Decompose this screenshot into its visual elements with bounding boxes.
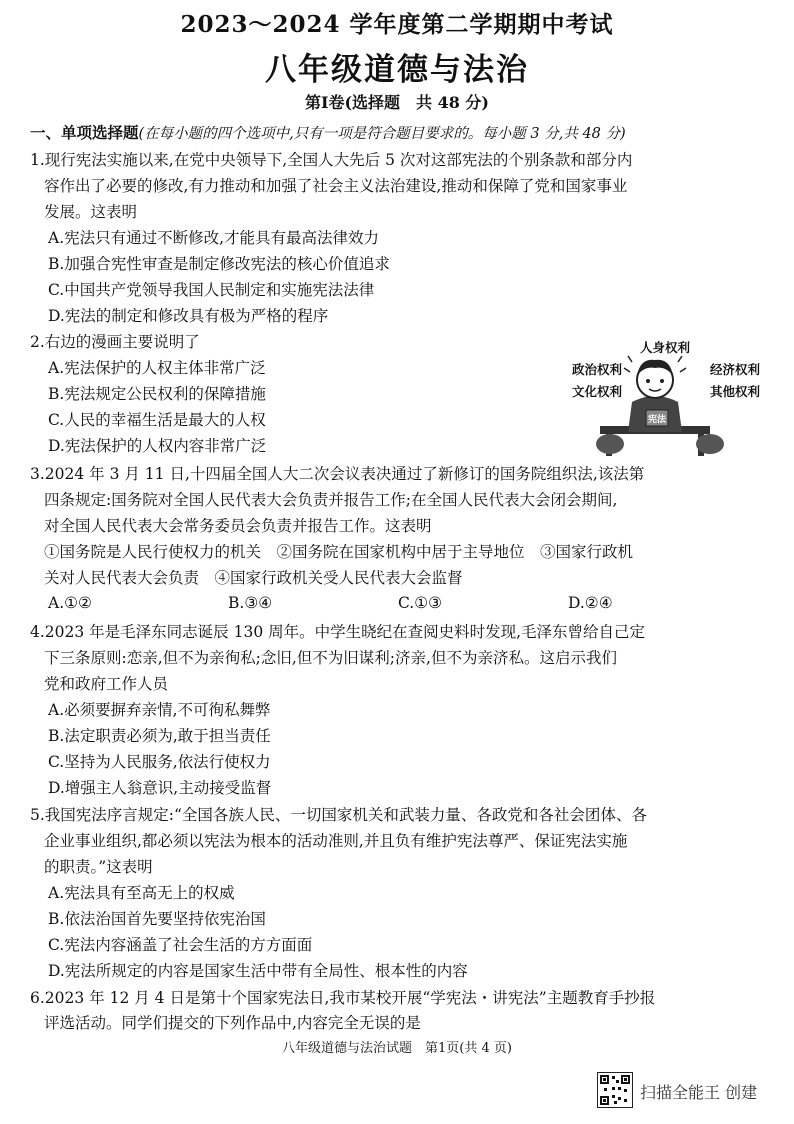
- q4-stem-line: 4.2023 年是毛泽东同志诞辰 130 周年。中学生晓纪在查阅史料时发现,毛泽东曾给自己定: [30, 623, 646, 641]
- q4-option-c: C.坚持为人民服务,依法行使权力: [48, 753, 271, 771]
- q6-stem-line: 评选活动。同学们提交的下列作品中,内容完全无误的是: [44, 1014, 421, 1032]
- cartoon-label-personal: 人身权利: [640, 340, 691, 355]
- q1-stem-line: 发展。这表明: [44, 203, 138, 221]
- q3-statements-line: 关对人民代表大会负责 ④国家行政机关受人民代表大会监督: [44, 569, 463, 587]
- page-footer: 八年级道德与法治试题 第1页(共 4 页): [282, 1041, 512, 1056]
- q2-option-b: B.宪法规定公民权利的保障措施: [48, 385, 266, 403]
- q1-option-b: B.加强合宪性审查是制定修改宪法的核心价值追求: [48, 255, 390, 273]
- q5-stem-line: 的职责。”这表明: [44, 858, 153, 876]
- section-note: (在每小题的四个选项中,只有一项是符合题目要求的。每小题 3 分,共 48 分): [138, 126, 626, 142]
- q5-option-c: C.宪法内容涵盖了社会生活的方方面面: [48, 936, 313, 954]
- q5-option-b: B.依法治国首先要坚持依宪治国: [48, 910, 266, 928]
- q3-option-c: C.①③: [398, 594, 443, 612]
- q5-stem-line: 5.我国宪法序言规定:“全国各族人民、一切国家机关和武装力量、各政党和各社会团体、各: [30, 806, 647, 824]
- q5-option-a: A.宪法具有至高无上的权威: [48, 884, 235, 902]
- q1-option-c: C.中国共产党领导我国人民制定和实施宪法法律: [48, 281, 375, 299]
- q4-option-b: B.法定职责必须为,敢于担当责任: [48, 727, 271, 745]
- q3-statements-line: ①国务院是人民行使权力的机关 ②国务院在国家机构中居于主导地位 ③国家行政机: [44, 543, 634, 561]
- q3-option-a: A.①②: [48, 594, 92, 612]
- exam-title-year: 2023～2024 学年度第二学期期中考试: [180, 11, 614, 38]
- q4-option-d: D.增强主人翁意识,主动接受监督: [48, 779, 272, 797]
- q5-option-d: D.宪法所规定的内容是国家生活中带有全局性、根本性的内容: [48, 962, 468, 980]
- section-heading: [30, 123, 626, 144]
- q4-option-a: A.必须要摒弃亲情,不可徇私舞弊: [48, 701, 271, 719]
- exam-subject-title: 八年级道德与法治: [265, 52, 529, 88]
- scanner-watermark: 扫描全能王 创建: [640, 1083, 758, 1102]
- q1-stem-line: 容作出了必要的修改,有力推动和加强了社会主义法治建设,推动和保障了党和国家事业: [44, 177, 628, 195]
- q1-option-d: D.宪法的制定和修改具有极为严格的程序: [48, 307, 329, 325]
- cartoon-book-label: 宪法: [648, 415, 667, 425]
- q4-stem-line: 下三条原则:恋亲,但不为亲徇私;念旧,但不为旧谋利;济亲,但不为亲济私。这启示我们: [44, 649, 617, 667]
- q3-stem-line: 对全国人民代表大会常务委员会负责并报告工作。这表明: [44, 517, 432, 535]
- cartoon-label-economic: 经济权利: [710, 362, 761, 377]
- q3-stem-line: 3.2024 年 3 月 11 日,十四届全国人大二次会议表决通过了新修订的国务院组织法,该法第: [30, 465, 645, 483]
- q1-option-a: A.宪法只有通过不断修改,才能具有最高法律效力: [48, 229, 380, 247]
- q2-option-c: C.人民的幸福生活是最大的人权: [48, 411, 266, 429]
- q1-stem-line: 1.现行宪法实施以来,在党中央领导下,全国人大先后 5 次对这部宪法的个别条款和部分内: [30, 151, 633, 169]
- cartoon-label-cultural: 文化权利: [572, 384, 623, 399]
- paper-part-title: 第Ⅰ卷(选择题 共 48 分): [304, 93, 490, 112]
- qr-code-icon: [597, 1072, 633, 1108]
- cartoon-label-other: 其他权利: [710, 384, 761, 399]
- q5-stem-line: 企业事业组织,都必须以宪法为根本的活动准则,并且负有维护宪法尊严、保证宪法实施: [44, 832, 628, 850]
- rights-cartoon: [570, 332, 770, 462]
- q3-option-d: D.②④: [568, 594, 613, 612]
- cartoon-label-political: 政治权利: [572, 362, 623, 377]
- q2-option-a: A.宪法保护的人权主体非常广泛: [48, 359, 266, 377]
- q4-stem-line: 党和政府工作人员: [44, 675, 169, 693]
- q2-option-d: D.宪法保护的人权内容非常广泛: [48, 437, 267, 455]
- q2-stem: 2.右边的漫画主要说明了: [30, 333, 200, 351]
- q6-stem-line: 6.2023 年 12 月 4 日是第十个国家宪法日,我市某校开展“学宪法・讲宪法”主题教育手抄报: [30, 989, 656, 1007]
- q3-stem-line: 四条规定:国务院对全国人民代表大会负责并报告工作;在全国人民代表大会闭会期间,: [44, 491, 618, 509]
- q3-option-b: B.③④: [228, 594, 273, 612]
- section-title: 一、单项选择题: [30, 123, 139, 142]
